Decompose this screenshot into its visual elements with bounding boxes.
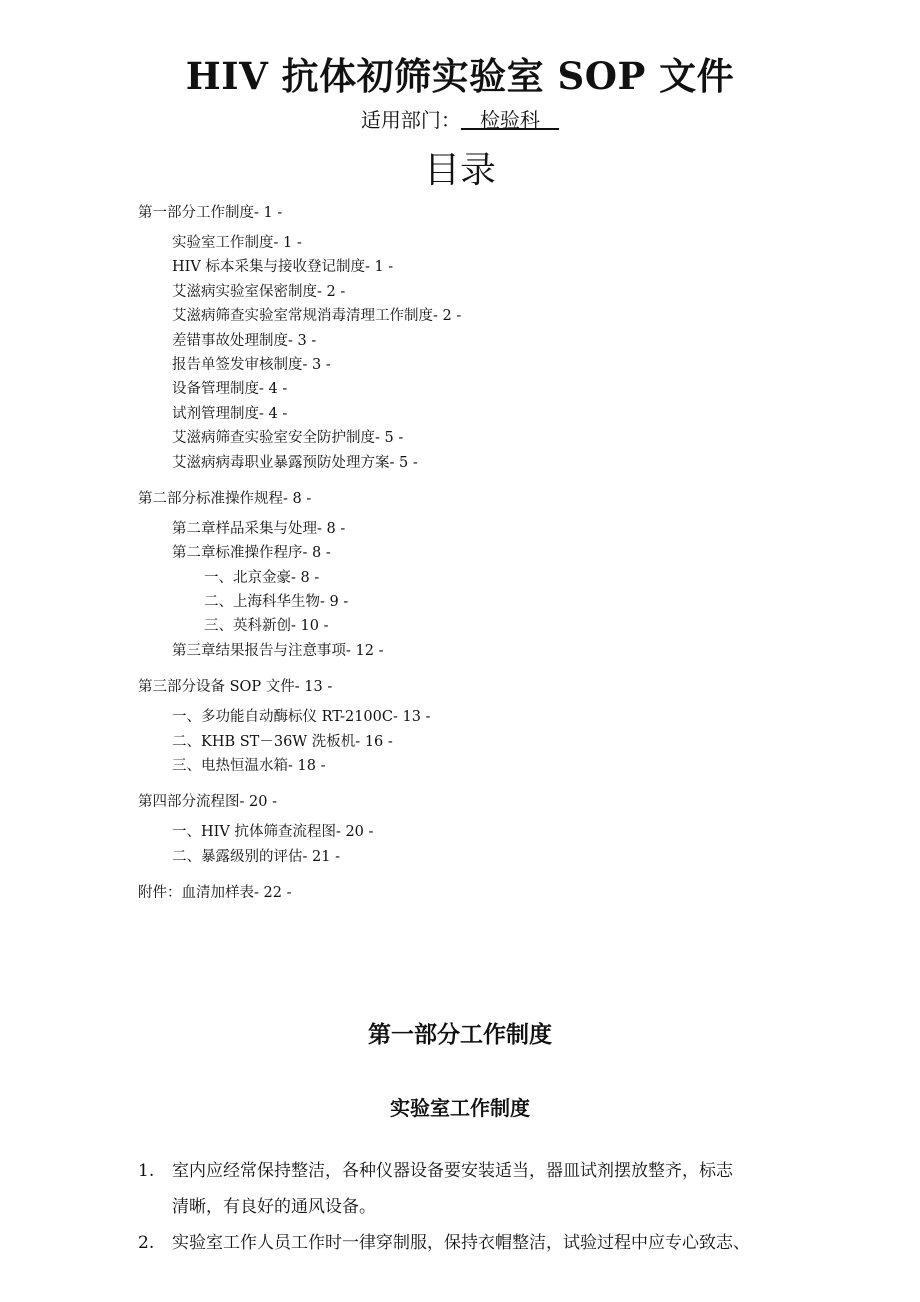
toc-item[interactable]: 一、北京金豪- 8 -	[204, 569, 320, 586]
toc-part[interactable]: 第一部分工作制度- 1 -	[138, 205, 283, 221]
toc-item[interactable]: HIV 标本采集与接收登记制度- 1 -	[172, 259, 394, 276]
table-of-contents	[138, 201, 838, 905]
toc-item[interactable]: 第二章标准操作程序- 8 -	[172, 545, 331, 562]
toc-item[interactable]: 报告单签发审核制度- 3 -	[172, 356, 331, 373]
toc-part-items	[138, 820, 838, 869]
part-title: 第一部分工作制度	[368, 1021, 552, 1048]
toc-heading: 目录	[423, 150, 496, 191]
toc-part[interactable]: 附件：血清加样表- 22 -	[138, 885, 292, 902]
toc-item[interactable]: 一、HIV 抗体筛查流程图- 20 -	[172, 824, 374, 841]
toc-item[interactable]: 设备管理制度- 4 -	[172, 381, 288, 398]
rule-text-line: 实验室工作人员工作时一律穿制服，保持衣帽整洁，试验过程中应专心致志、	[172, 1233, 750, 1253]
rule-text-line: 清晰，有良好的通风设备。	[172, 1197, 376, 1217]
toc-item[interactable]: 第三章结果报告与注意事项- 12 -	[172, 642, 384, 659]
toc-item[interactable]: 三、电热恒温水箱- 18 -	[172, 758, 326, 775]
toc-item[interactable]: 试剂管理制度- 4 -	[172, 405, 288, 422]
toc-item[interactable]: 一、多功能自动酶标仪 RT-2100C- 13 -	[172, 709, 431, 726]
toc-item[interactable]: 二、上海科华生物- 9 -	[204, 594, 349, 611]
rules-list	[138, 1153, 788, 1261]
toc-item[interactable]: 二、暴露级别的评估- 21 -	[172, 848, 340, 865]
rule-number: 2.	[138, 1233, 155, 1253]
toc-part-items	[138, 517, 838, 663]
document-title: HIV 抗体初筛实验室 SOP 文件	[185, 54, 735, 98]
toc-item[interactable]: 第二章样品采集与处理- 8 -	[172, 520, 346, 537]
rule-text-line: 室内应经常保持整洁，各种仪器设备要安装适当，器皿试剂摆放整齐，标志	[172, 1161, 733, 1181]
toc-item[interactable]: 艾滋病实验室保密制度- 2 -	[172, 283, 346, 300]
toc-item[interactable]: 二、KHB ST－36W 洗板机- 16 -	[172, 733, 393, 750]
toc-item[interactable]: 艾滋病病毒职业暴露预防处理方案- 5 -	[172, 454, 418, 471]
toc-part[interactable]: 第四部分流程图- 20 -	[138, 794, 277, 811]
toc-item[interactable]: 艾滋病筛查实验室常规消毒清理工作制度- 2 -	[172, 308, 462, 325]
department-label: 适用部门：	[360, 108, 461, 132]
toc-item[interactable]: 艾滋病筛查实验室安全防护制度- 5 -	[172, 430, 404, 447]
toc-part[interactable]: 第二部分标准操作规程- 8 -	[138, 490, 312, 507]
toc-item[interactable]: 差错事故处理制度- 3 -	[172, 332, 317, 349]
toc-part-items	[138, 705, 838, 778]
department-value: 检验科	[460, 108, 560, 132]
toc-part[interactable]: 第三部分设备 SOP 文件- 13 -	[138, 679, 333, 696]
chapter-title: 实验室工作制度	[390, 1096, 530, 1120]
rule-number: 1.	[138, 1161, 155, 1181]
rule-paragraph	[138, 1153, 788, 1225]
rule-paragraph	[138, 1225, 788, 1261]
toc-item[interactable]: 三、英科新创- 10 -	[204, 618, 329, 635]
toc-part-items	[138, 231, 838, 475]
toc-item[interactable]: 实验室工作制度- 1 -	[172, 235, 302, 251]
department-line	[0, 104, 920, 133]
